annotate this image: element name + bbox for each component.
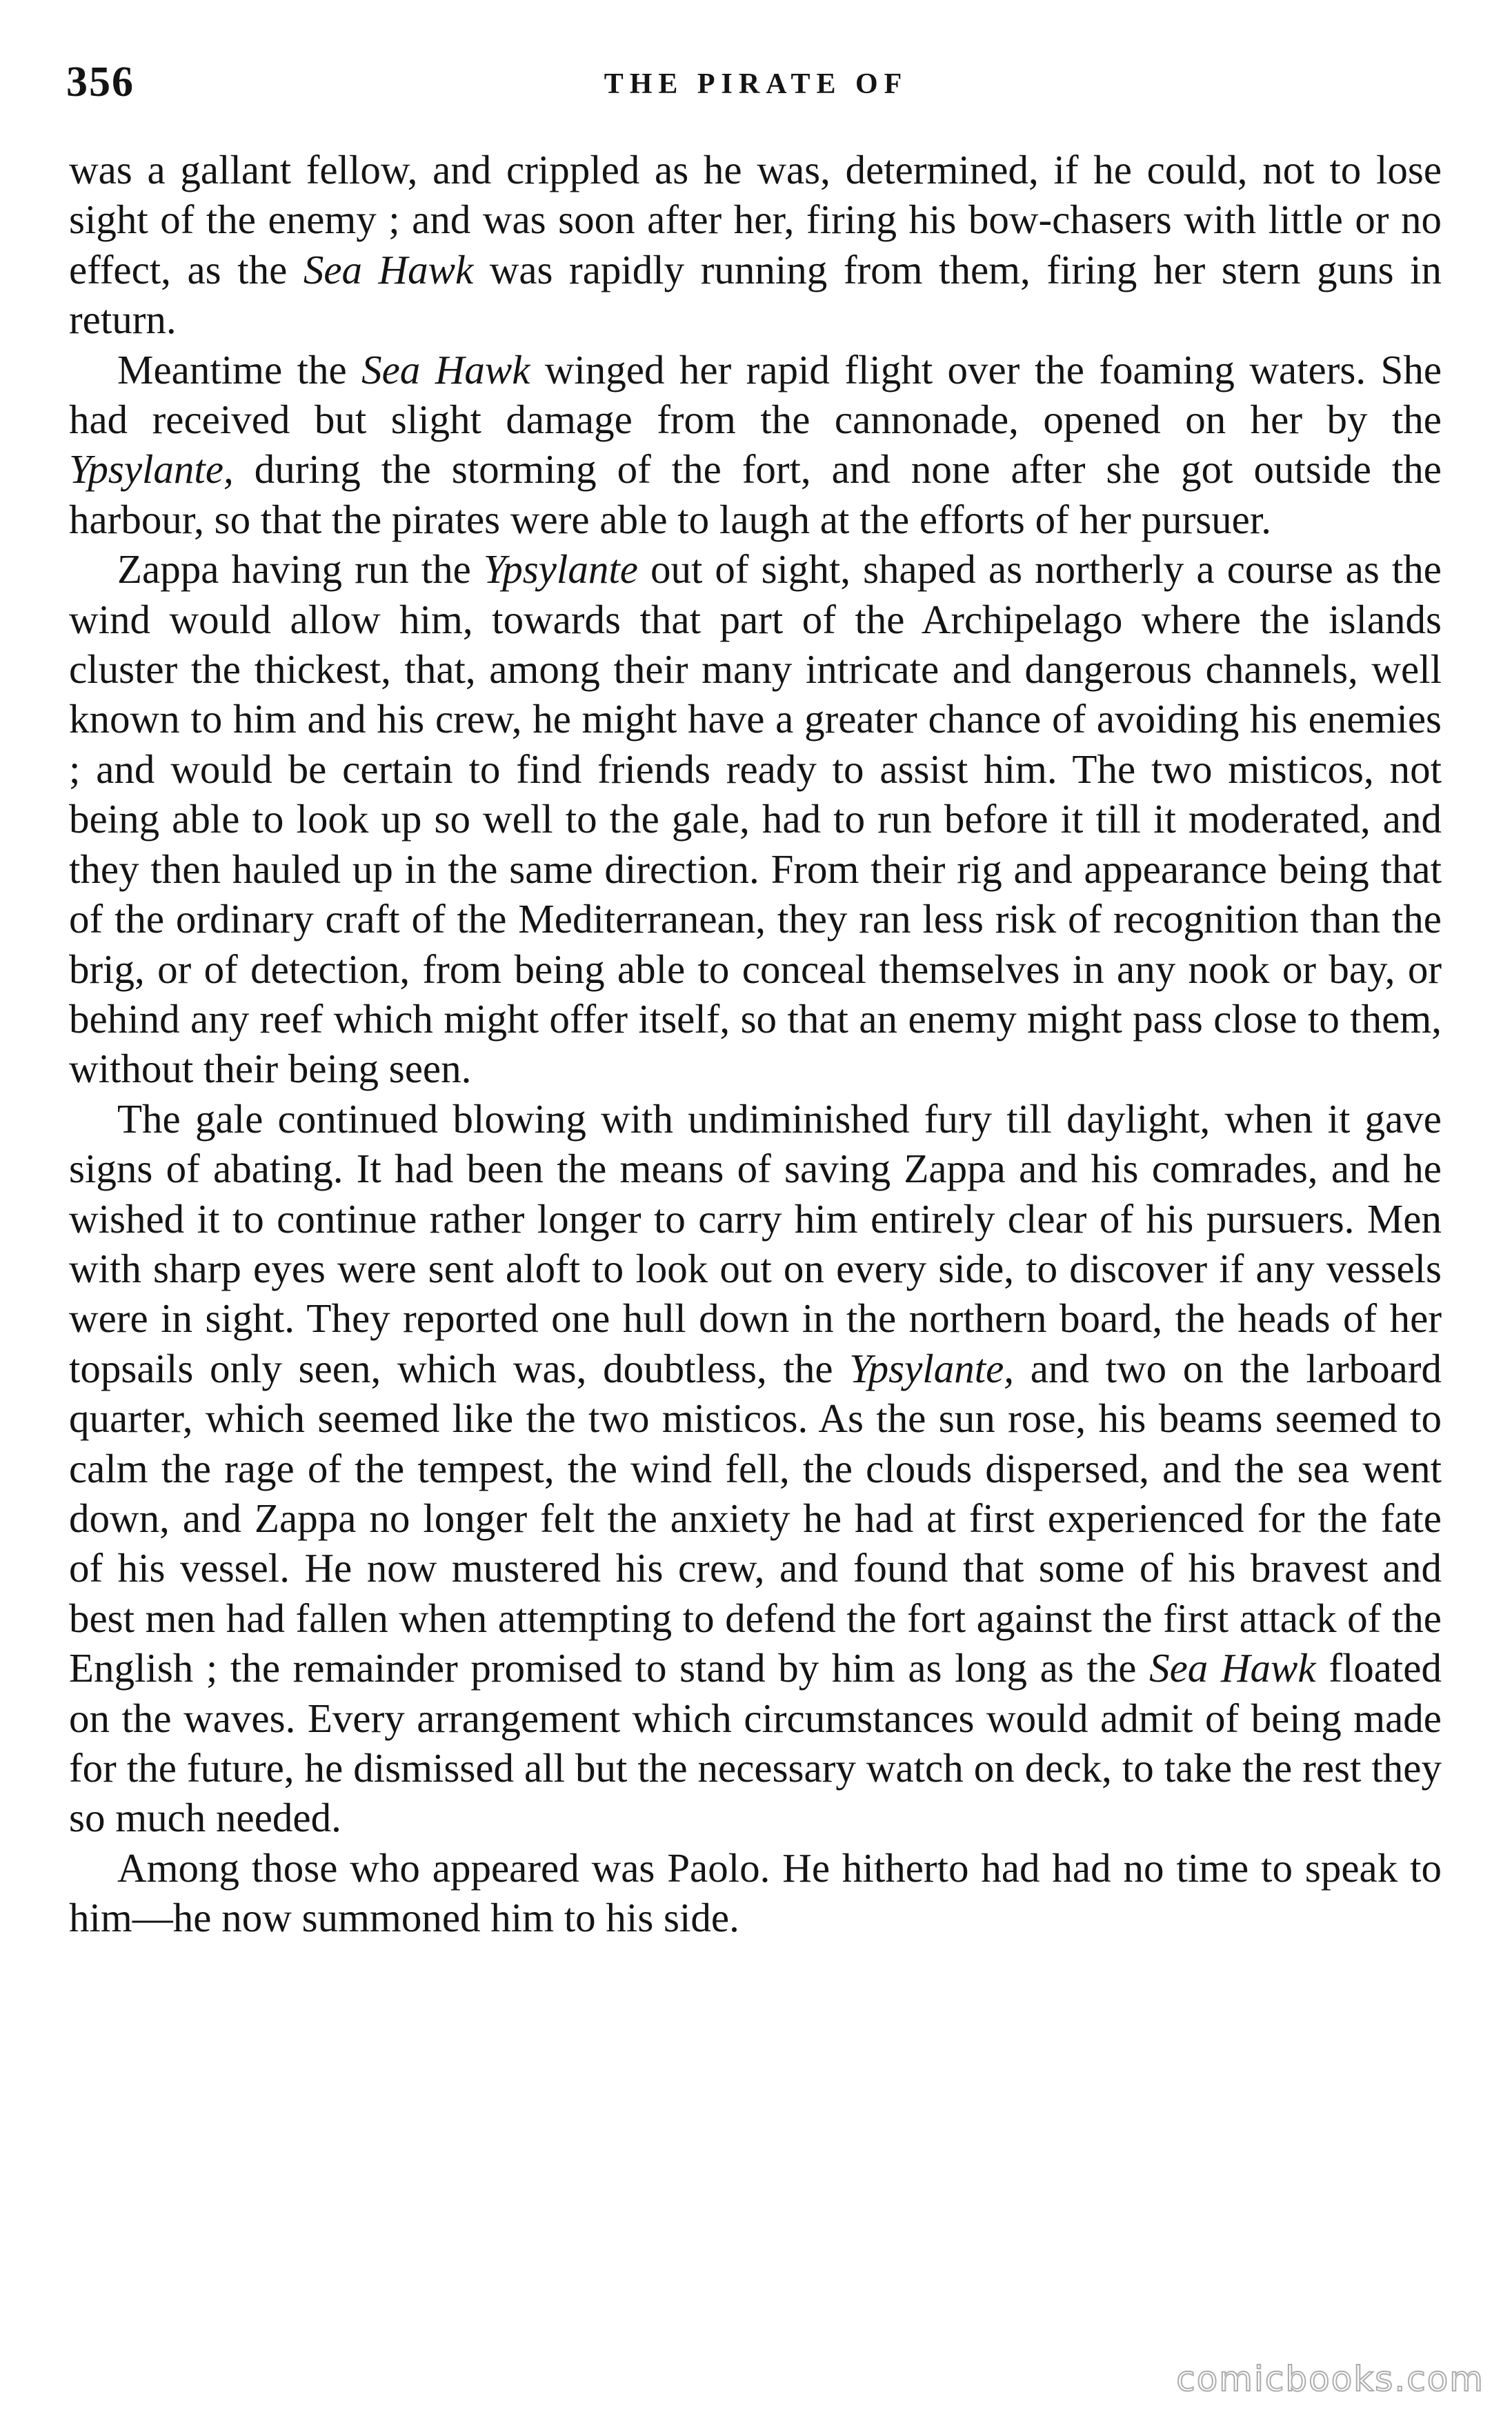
ship-name-ypsylante: Ypsylante (483, 546, 638, 593)
ship-name-ypsylante: Ypsylante, (69, 446, 234, 492)
running-title: THE PIRATE OF (604, 68, 908, 100)
text-run: was a gallant fellow, and crippled as he was, determined, if he could, not to lose sight of the enemy ; and was soon after her, firing his bow-chasers with little or no effect, as the (69, 147, 1442, 292)
paragraph-1 (69, 145, 1442, 345)
ship-name-sea-hawk: Sea Hawk (303, 246, 474, 292)
paragraph-3 (69, 544, 1442, 1093)
ship-name-ypsylante: Ypsylante, (849, 1345, 1015, 1391)
ship-name-sea-hawk: Sea Hawk (1149, 1645, 1316, 1691)
text-run: winged her rapid flight over the foaming waters. She had received but slight damage from the cannonade, opened on her by the (69, 346, 1442, 443)
text-run: Zappa having run the (117, 546, 484, 593)
paragraph-2 (69, 345, 1442, 545)
text-run: was rapidly running from them, firing her stern guns in return. (69, 246, 1442, 343)
text-run: floated on the waves. Every arrangement which circumstances would admit of being made for the future, he dismissed all but the necessary watch on deck, to take the rest they so much needed. (69, 1645, 1442, 1841)
text-run: during the storming of the fort, and none after she got outside the harbour, so that the pirates were able to laugh at the efforts of her pursuer. (69, 446, 1442, 542)
ship-name-sea-hawk: Sea Hawk (361, 346, 530, 392)
text-run: Meantime the (117, 346, 362, 392)
text-run: out of sight, shaped as northerly a course as the wind would allow him, towards that part of the Archipelago where the islands cluster the thickest, that, among their many intricate and dangerous channels, well known to him and his crew, he might have a greater chance of avoiding his enemies ; and would be certain to find friends ready to assist him. The two misticos, not being able to look up so well to the gale, had to run before it till it moderated, and they then hauled up in the same direction. From their rig and appearance being that of the ordinary craft of the Mediterranean, they ran less risk of recognition than the brig, or of detection, from being able to conceal themselves in any nook or bay, or behind any reef which might offer itself, so that an enemy might pass close to them, without their being seen. (69, 546, 1442, 1092)
paragraph-4 (69, 1094, 1442, 1843)
text-run: The gale continued blowing with undiminished fury till daylight, when it gave signs of abating. It had been the means of saving Zappa and his comrades, and he wished it to continue rather longer to carry him entirely clear of his pursuers. Men with sharp eyes were sent aloft to look out on every side, to discover if any vessels were in sight. They reported one hull down in the northern board, the heads of her topsails only seen, which was, doubtless, the (69, 1095, 1442, 1391)
body-text (69, 145, 1442, 1943)
text-run: Among those who appeared was Paolo. He hitherto had had no time to speak to him—he now summoned him to his side. (69, 1844, 1442, 1941)
running-head (66, 58, 1446, 134)
paragraph-5 (69, 1843, 1442, 1943)
watermark: comicbooks.com (1176, 2359, 1484, 2399)
page-number: 356 (66, 59, 135, 106)
text-run: and two on the larboard quarter, which seemed like the two misticos. As the sun rose, his beams seemed to calm the rage of the tempest, the wind fell, the clouds dispersed, and the sea went down, and Zappa no longer felt the anxiety he had at first experienced for the fate of his vessel. He now mustered his crew, and found that some of his bravest and best men had fallen when attempting to defend the fort against the first attack of the English ; the remainder promised to stand by him as long as the (69, 1345, 1442, 1691)
